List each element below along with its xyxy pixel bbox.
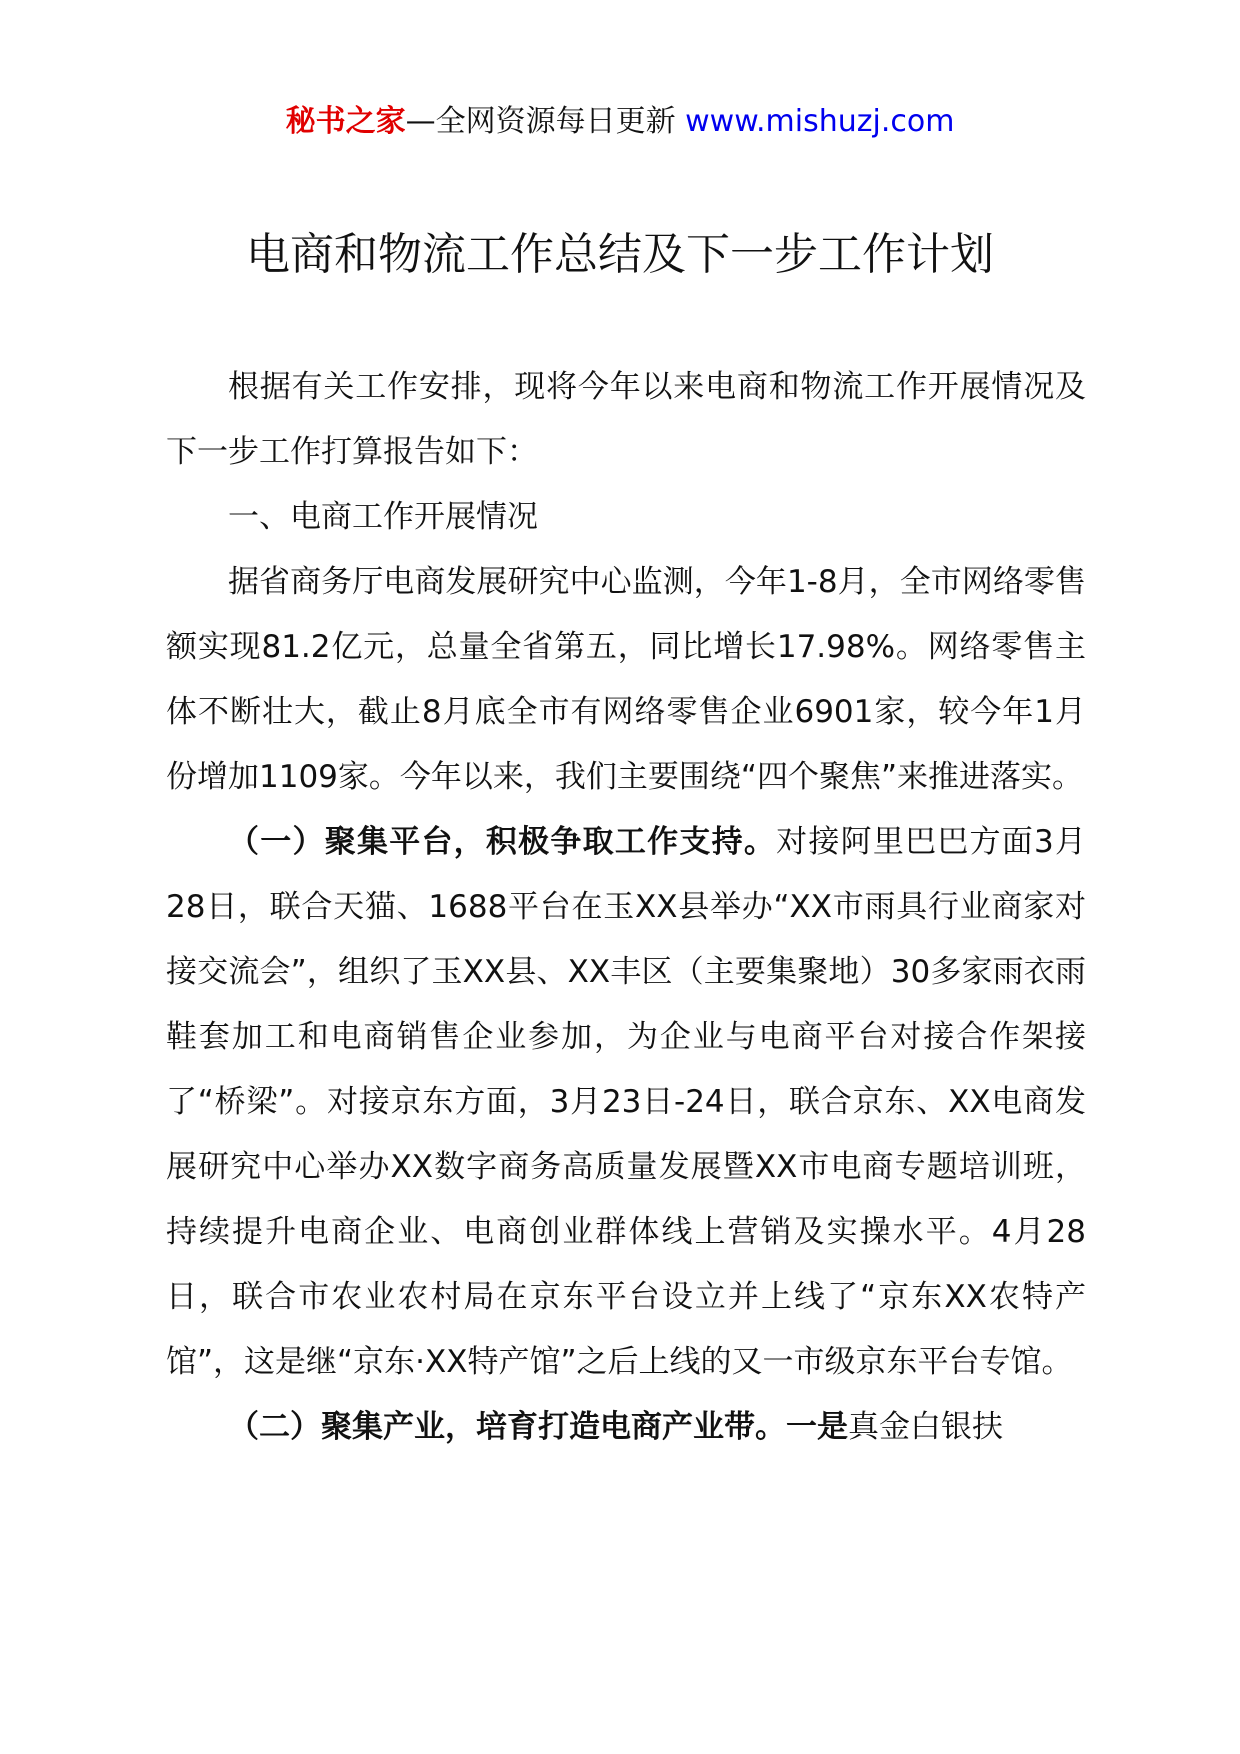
statistics-paragraph: 据省商务厅电商发展研究中心监测，今年1-8月，全市网络零售额实现81.2亿元，总量全省第五，同比增长17.98%。网络零售主体不断壮大，截止8月底全市有网络零售企业6901家，较今年1月份增加1109家。今年以来，我们主要围绕“四个聚焦”来推进落实。 [166,564,1086,795]
document-body [166,355,1086,1460]
industry-text: 真金白银扶 [848,1409,1003,1445]
banner-brand: 秘书之家 [285,104,406,139]
intro-paragraph: 根据有关工作安排，现将今年以来电商和物流工作开展情况及下一步工作打算报告如下： [166,369,1086,470]
site-banner [0,100,1240,144]
banner-tagline: —全网资源每日更新 [405,104,686,139]
industry-subheading: （二）聚集产业，培育打造电商产业带。一是 [228,1409,848,1445]
platform-paragraph [166,810,1086,1395]
platform-subheading: （一）聚集平台，积极争取工作支持。 [228,824,777,860]
platform-text: 对接阿里巴巴方面3月28日，联合天猫、1688平台在玉XX县举办“XX市雨具行业商家对接交流会”，组织了玉XX县、XX丰区（主要集聚地）30多家雨衣雨鞋套加工和电商销售企业参加，为企业与电商平台对接合作架接了“桥梁”。对接京东方面，3月23日-24日，联合京东、XX电商发展研究中心举办XX数字商务高质量发展暨XX市电商专题培训班，持续提升电商企业、电商创业群体线上营销及实操水平。4月28日，联合市农业农村局在京东平台设立并上线了“京东XX农特产馆”，这是继“京东·XX特产馆”之后上线的又一市级京东平台专馆。 [166,824,1087,1380]
industry-paragraph [166,1395,1086,1460]
banner-url-link[interactable]: www.mishuzj.com [685,104,955,139]
section-heading: 一、电商工作开展情况 [228,499,538,535]
document-title: 电商和物流工作总结及下一步工作计划 [246,229,994,280]
